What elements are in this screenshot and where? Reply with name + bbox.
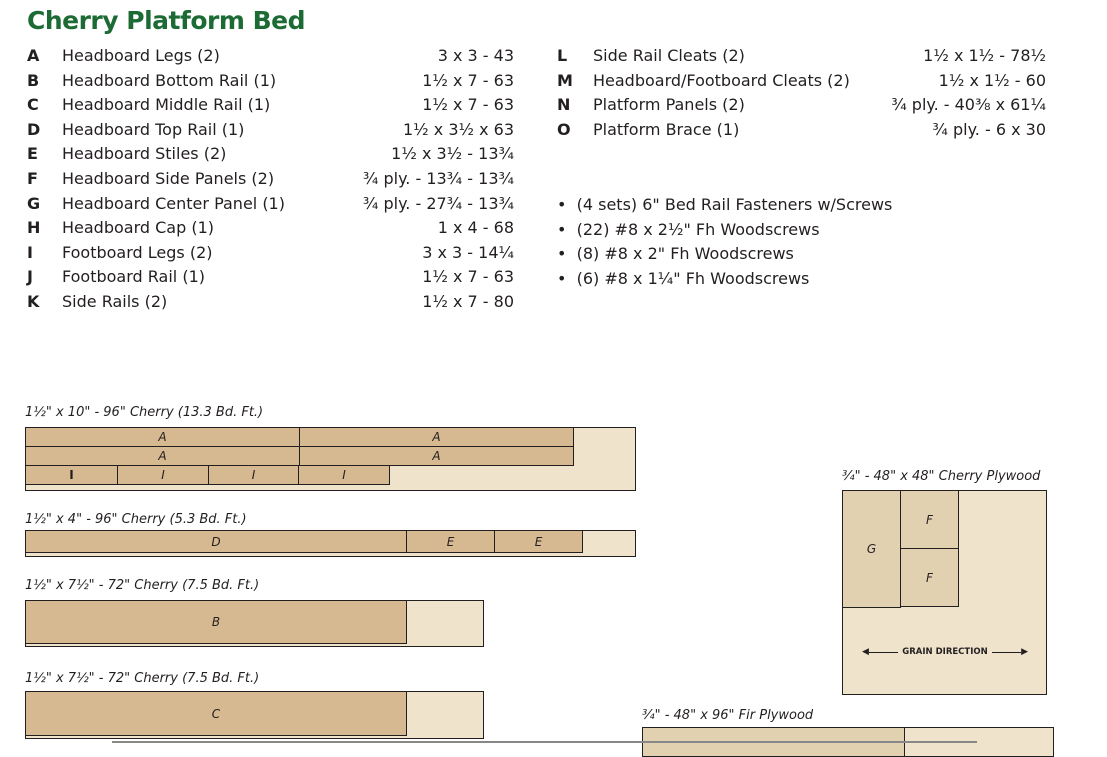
hardware-text: (8) #8 x 2" Fh Woodscrews: [576, 244, 794, 264]
arrow-left-icon: ◀: [862, 647, 869, 657]
part-name: Headboard Stiles (2): [62, 144, 227, 164]
part-letter: C: [27, 95, 39, 115]
cut-piece: A: [299, 446, 574, 466]
cut-piece: F: [900, 490, 959, 549]
part-dimensions: 3 x 3 - 14¼: [422, 242, 514, 262]
part-letter: M: [557, 70, 573, 90]
part-letter: J: [27, 267, 33, 287]
hardware-text: (6) #8 x 1¼" Fh Woodscrews: [576, 268, 810, 288]
part-name: Side Rails (2): [62, 292, 168, 311]
board-label: 1½" x 10" - 96" Cherry (13.3 Bd. Ft.): [25, 405, 264, 420]
cut-piece: E: [494, 530, 583, 553]
hardware-text: (4 sets) 6" Bed Rail Fasteners w/Screws: [576, 195, 893, 214]
part-dimensions: ¾ ply. - 6 x 30: [932, 119, 1046, 139]
board-label: 1½" x 7½" - 72" Cherry (7.5 Bd. Ft.): [25, 671, 260, 686]
part-row: [0, 266, 1107, 288]
part-row: [0, 94, 1107, 116]
cut-piece: F: [900, 548, 959, 607]
hardware-item: • (22) #8 x 2½" Fh Woodscrews: [557, 219, 820, 239]
part-dimensions: ¾ ply. - 13¾ - 13¾: [362, 169, 514, 188]
cut-piece: D: [25, 530, 407, 553]
part-name: Headboard Top Rail (1): [62, 119, 245, 139]
part-letter: E: [27, 144, 38, 164]
part-name: Platform Panels (2): [593, 95, 745, 115]
grain-direction: [862, 645, 1028, 659]
part-dimensions: 1½ x 7 - 80: [422, 292, 514, 311]
part-row: [0, 217, 1107, 239]
part-name: Footboard Legs (2): [62, 242, 213, 262]
part-dimensions: 1½ x 7 - 63: [422, 95, 514, 115]
part-dimensions: 1½ x 7 - 63: [422, 70, 514, 90]
hardware-item: • (4 sets) 6" Bed Rail Fasteners w/Screws: [557, 195, 893, 214]
part-dimensions: 1½ x 1½ - 78½: [923, 46, 1046, 65]
part-dimensions: 1 x 4 - 68: [437, 218, 514, 238]
part-name: Side Rail Cleats (2): [593, 46, 745, 65]
part-name: Headboard Bottom Rail (1): [62, 70, 277, 90]
cut-piece: I: [117, 465, 209, 485]
page-title: Cherry Platform Bed: [27, 6, 306, 35]
part-letter: I: [27, 242, 33, 262]
part-name: Headboard Legs (2): [62, 46, 220, 65]
part-letter: B: [27, 70, 40, 90]
hardware-item: • (6) #8 x 1¼" Fh Woodscrews: [557, 268, 810, 288]
board-label: 1½" x 7½" - 72" Cherry (7.5 Bd. Ft.): [25, 578, 260, 593]
part-dimensions: 1½ x 7 - 63: [422, 267, 514, 287]
part-row: [0, 45, 1107, 67]
part-letter: N: [557, 95, 571, 115]
hardware-text: (22) #8 x 2½" Fh Woodscrews: [576, 219, 820, 239]
part-row: [0, 70, 1107, 92]
part-dimensions: 3 x 3 - 43: [437, 46, 514, 65]
part-row: [0, 119, 1107, 141]
part-row: [0, 193, 1107, 215]
part-letter: F: [27, 169, 38, 188]
hardware-item: • (8) #8 x 2" Fh Woodscrews: [557, 244, 794, 264]
cut-piece: I: [208, 465, 299, 485]
part-name: Headboard/Footboard Cleats (2): [593, 70, 850, 90]
cut-piece: A: [299, 427, 574, 447]
part-name: Headboard Middle Rail (1): [62, 95, 271, 115]
cut-piece: E: [406, 530, 495, 553]
cut-piece: C: [25, 691, 407, 736]
cut-piece: A: [25, 446, 300, 466]
part-letter: K: [27, 292, 40, 311]
part-row: [0, 242, 1107, 264]
part-name: Headboard Side Panels (2): [62, 169, 275, 188]
part-letter: G: [27, 193, 41, 213]
part-letter: A: [27, 46, 40, 65]
cut-piece: G: [842, 490, 901, 608]
part-dimensions: ¾ ply. - 40⅜ x 61¼: [891, 95, 1046, 115]
board-label: ¾" - 48" x 96" Fir Plywood: [642, 708, 814, 723]
board-label: 1½" x 4" - 96" Cherry (5.3 Bd. Ft.): [25, 512, 247, 527]
part-row: [0, 143, 1107, 165]
part-name: Platform Brace (1): [593, 119, 740, 139]
part-row: [0, 168, 1107, 190]
part-name: Footboard Rail (1): [62, 267, 205, 287]
cut-piece: B: [25, 600, 407, 644]
part-dimensions: ¾ ply. - 27¾ - 13¾: [362, 193, 514, 213]
grain-label: GRAIN DIRECTION: [902, 647, 988, 657]
part-name: Headboard Cap (1): [62, 218, 215, 238]
part-dimensions: 1½ x 3½ - 13¾: [391, 144, 514, 164]
part-row: [0, 291, 1107, 313]
part-dimensions: 1½ x 3½ x 63: [402, 119, 514, 139]
cut-piece: I: [25, 465, 118, 485]
board-label: ¾" - 48" x 48" Cherry Plywood: [842, 469, 1041, 484]
part-letter: H: [27, 218, 41, 238]
part-letter: L: [557, 46, 568, 65]
cut-piece: I: [298, 465, 390, 485]
cut-piece: A: [25, 427, 300, 447]
part-letter: O: [557, 119, 571, 139]
arrow-right-icon: ▶: [1021, 647, 1029, 657]
part-dimensions: 1½ x 1½ - 60: [938, 70, 1046, 90]
part-name: Headboard Center Panel (1): [62, 193, 285, 213]
part-letter: D: [27, 119, 41, 139]
